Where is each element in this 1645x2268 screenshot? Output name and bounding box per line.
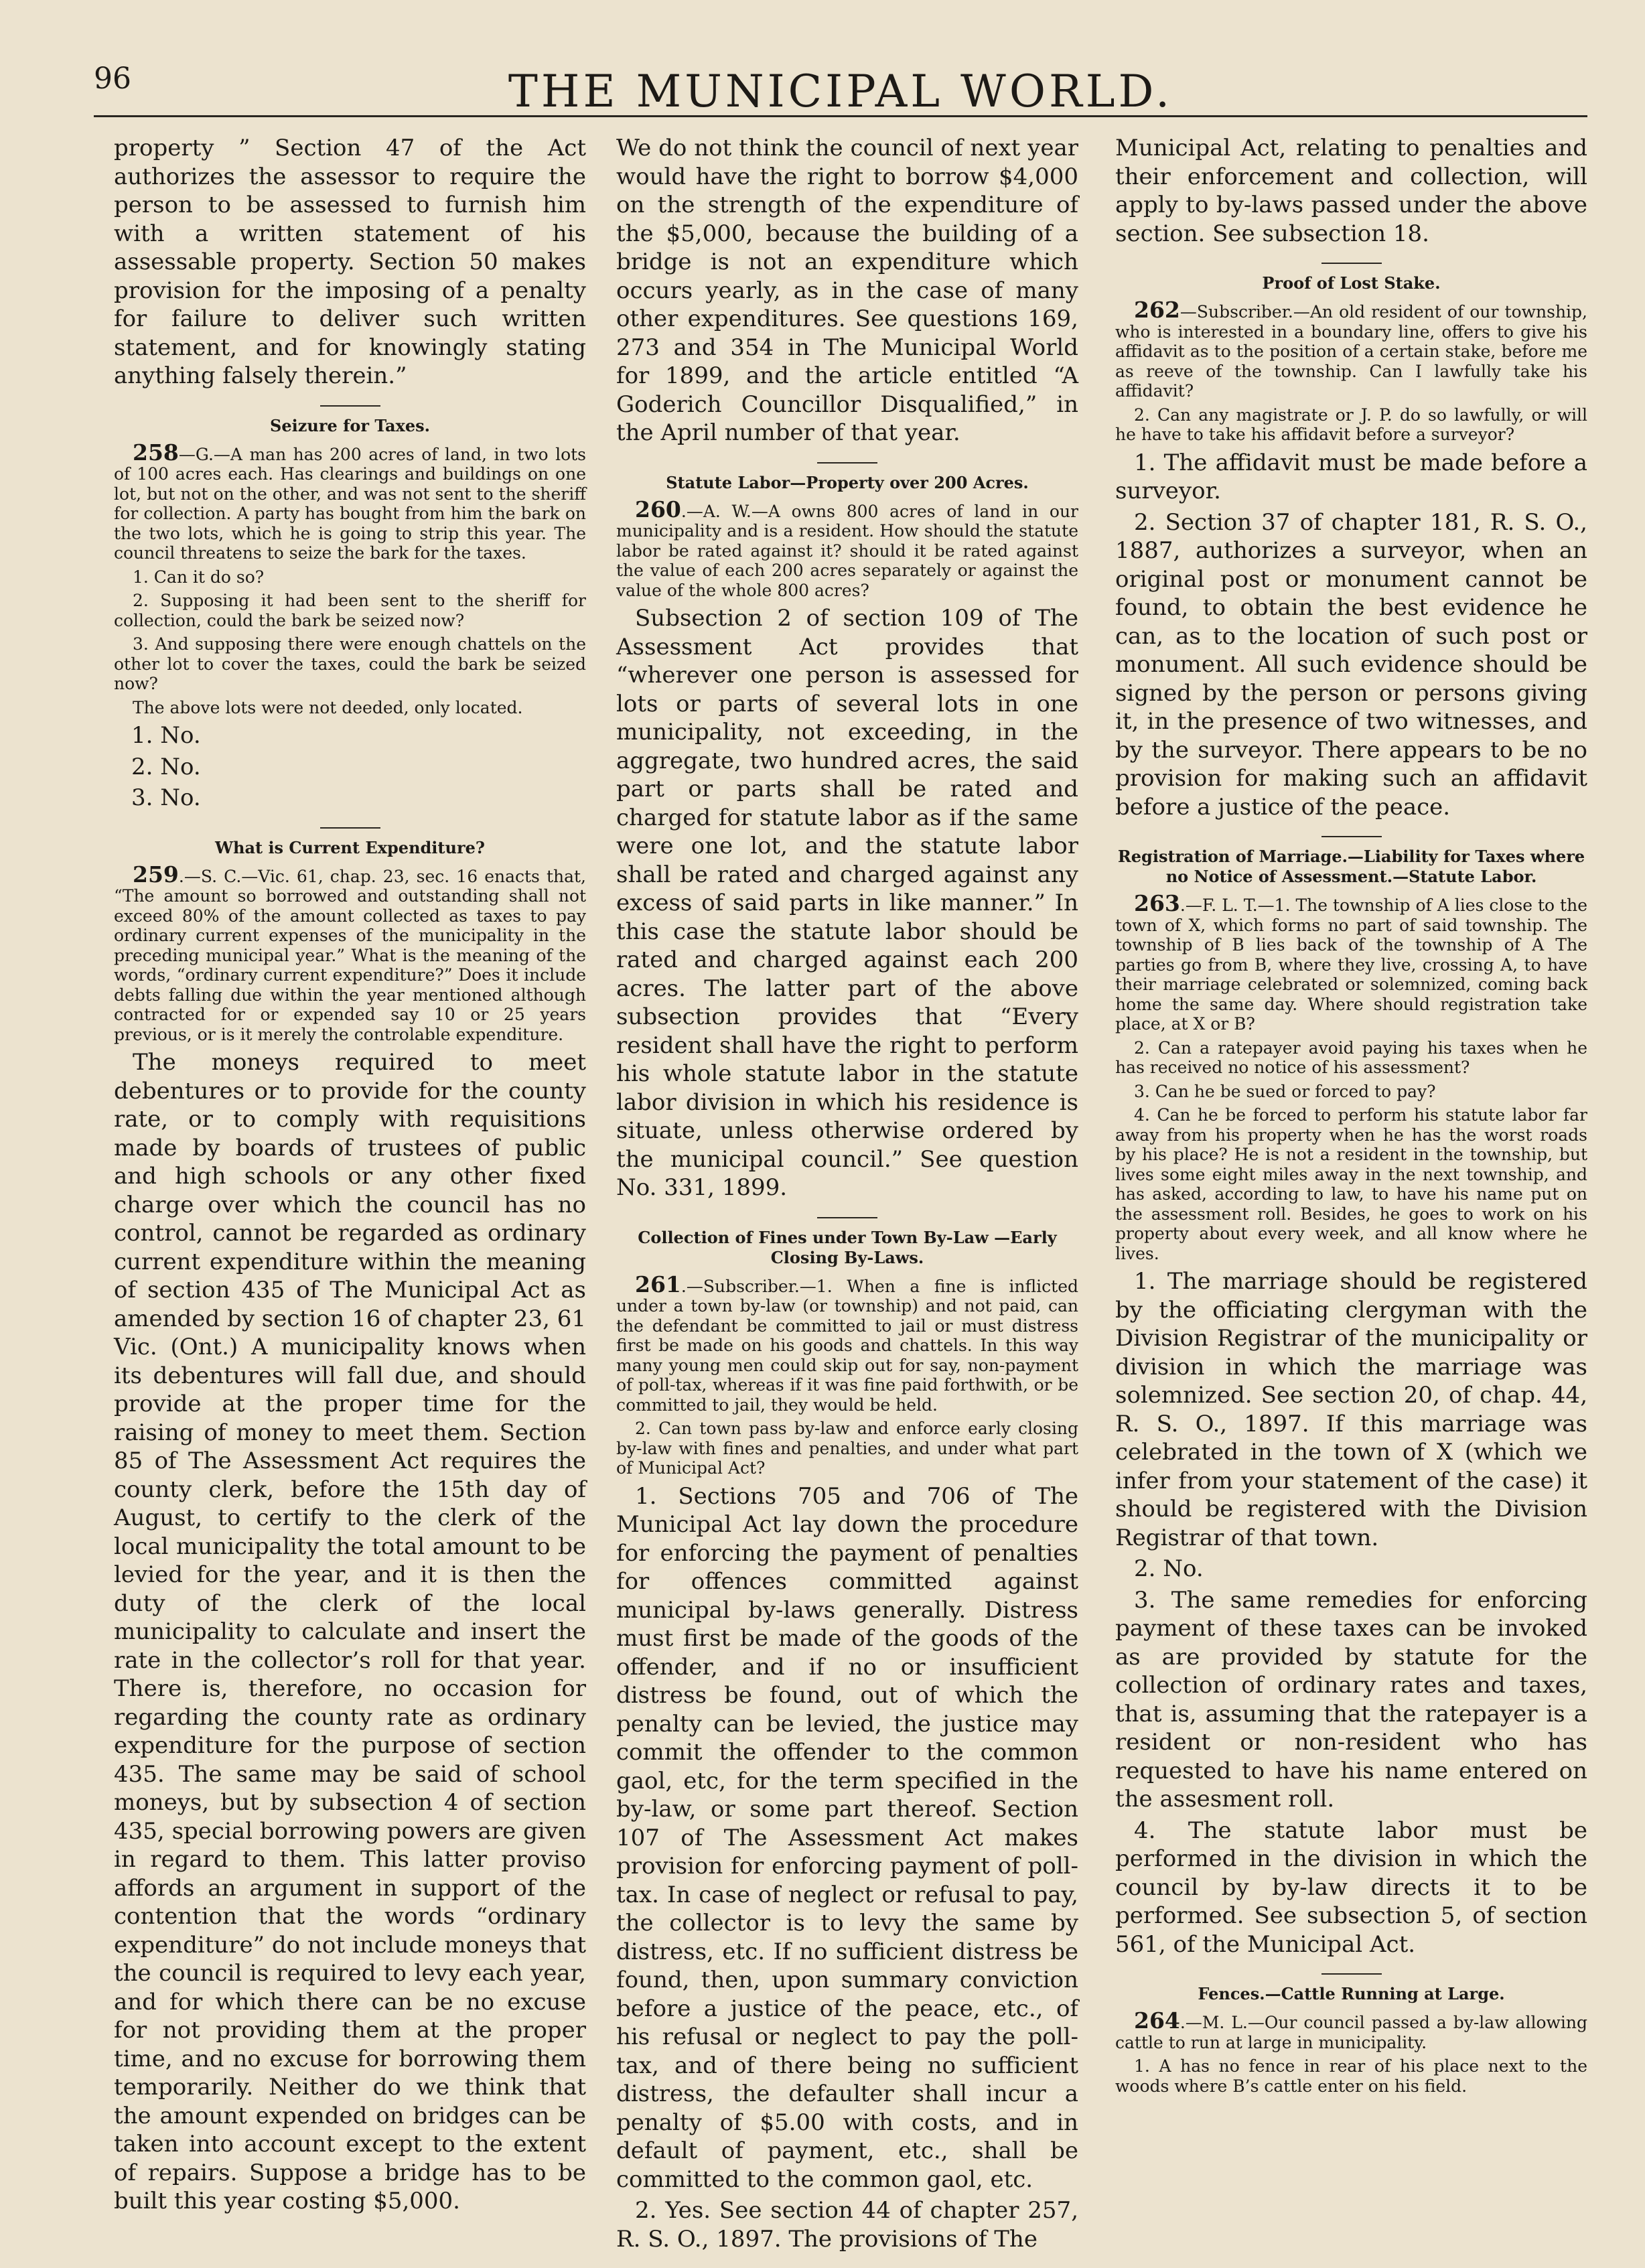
answer: 2. Section 37 of chapter 181, R. S. O., 1887, authorizes a surveyor, when an original post or monument cannot be found, to obtain the best evidence he can, as to the location of such post or monument. All such evidence should be signed by the person or persons giving it, in the presence of two witnesses, and by the surveyor. There appears to be no provision for making such an affidavit before a justice of the peace. <box>1115 508 1587 821</box>
section-heading: What is Current Expenditure? <box>215 837 485 857</box>
column-3 <box>1115 134 1587 2217</box>
answer: 1. No. <box>131 722 201 749</box>
question-part: 2. Supposing it had been sent to the sheriff for collection, could the bark be seized now? <box>114 591 586 630</box>
column-2 <box>616 134 1078 2253</box>
publication-title: THE MUNICIPAL WORLD. <box>508 66 1173 117</box>
question-number: 260 <box>635 496 681 522</box>
question-number: 264 <box>1134 2007 1180 2034</box>
question-260 <box>616 496 1078 601</box>
question-262 <box>1115 297 1587 401</box>
answer: 4. The statute labor must be performed in the division in which the council by by-law directs it to be performed. See subsection 5, of section 561, of the Municipal Act. <box>1115 1817 1587 1958</box>
question-part: 3. And supposing there were enough chattels on the other lot to cover the taxes, could the bark be seized now? <box>114 634 586 693</box>
answer: 2. No. <box>1134 1555 1204 1582</box>
continued-answer: We do not think the council of next year would have the right to borrow $4,000 on the strength of the expenditure of the $5,000, because the building of a bridge is not an expenditure which occurs yearly, as in the case of many other expenditures. See questions 169, 273 and 354 in The Municipal World for 1899, and the article entitled “A Goderich Councillor Disqualified,” in the April number of that year. <box>616 135 1078 446</box>
question-number: 261 <box>635 1271 681 1297</box>
section-heading: Proof of Lost Stake. <box>1262 273 1441 293</box>
answer: 3. No. <box>131 784 201 811</box>
answer: 2. Yes. See section 44 of chapter 257, R. S. O., 1897. The provisions of The <box>616 2197 1078 2253</box>
question-text: —G.—A man has 200 acres of land, in two lots of 100 acres each. Has clearings and buildings on one lot, but not on the other, and was not sent to the sheriff for collection. A party has bought from him the bark on the two lots, which he is going to strip this year. The council threatens to seize the bark for the taxes. <box>114 444 586 563</box>
question-text: .—M. L.—Our council passed a by-law allowing cattle to run at large in municipality. <box>1115 2013 1587 2052</box>
divider <box>817 1217 877 1218</box>
question-number: 258 <box>133 439 179 466</box>
divider <box>1321 836 1382 837</box>
answer: The moneys required to meet debentures or to provide for the county rate, or to comply with requisitions made by boards of trustees of public and high schools or any other fixed charge over which the council has no control, cannot be regarded as ordinary current expenditure within the meaning of section 435 of The Municipal Act as amended by section 16 of chapter 23, 61 Vic. (Ont.) A municipality knows when its debentures will fall due, and should provide at the proper time for the raising of money to meet them. Section 85 of The Assessment Act requires the county clerk, before the 15th day of August, to certify to the clerk of the local municipality the total amount to be levied for the year, and it is then the duty of the clerk of the local municipality to calculate and insert the rate in the collector’s roll for that year. There is, therefore, no occasion for regarding the county rate as ordinary expenditure for the purpose of section 435. The same may be said of school moneys, but by subsection 4 of section 435, special borrowing powers are given in regard to them. This latter proviso affords an argument in support of the contention that the words “ordinary expenditure” do not include moneys that the council is required to levy each year, and for which there can be no excuse for not providing them at the proper time, and no excuse for borrowing them temporarily. Neither do we think that the amount expended on bridges can be taken into account except to the extent of repairs. Suppose a bridge has to be built this year costing $5,000. <box>114 1049 586 2214</box>
section-heading: Statute Labor—Property over 200 Acres. <box>666 472 1029 492</box>
answer: 1. The affidavit must be made before a surveyor. <box>1115 449 1587 504</box>
question-number: 262 <box>1134 297 1180 323</box>
question-text: .—S. C.—Vic. 61, chap. 23, sec. 16 enacts that, “The amount so borrowed and outstanding shall not exceed 80% of the amount collected as taxes to pay ordinary current expenses of the municipality in the preceding municipal year.” What is the meaning of the words, “ordinary current expenditure?” Does it include debts falling due within the year mentioned although contracted for or expended say 10 or 25 years previous, or is it merely the controlable expenditure. <box>114 866 586 1044</box>
question-part: 4. Can he be forced to perform his statute labor far away from his property when he has the worst roads by his place? He is not a resident in the township, but lives some eight miles away in the next township, and has asked, according to law, to have his name put on the assessment roll. Besides, he goes to work on his property about every week, and all know where he lives. <box>1115 1105 1587 1263</box>
answer: 1. The marriage should be registered by the officiating clergyman with the Division Registrar of the municipality or division in which the marriage was solemnized. See section 20, of chap. 44, R. S. O., 1897. If this marriage was celebrated in the town of X (which we infer from your statement of the case) it should be registered with the Division Registrar of that town. <box>1115 1268 1587 1551</box>
continued-answer: property ” Section 47 of the Act authorizes the assessor to require the person to be assessed to furnish him with a written statement of his assessable property. Section 50 makes provision for the imposing of a penalty for failure to deliver such written statement, and for knowingly stating anything falsely therein.” <box>114 135 586 389</box>
divider <box>320 405 380 407</box>
section-heading: Fences.—Cattle Running at Large. <box>1198 1984 1505 2003</box>
section-heading: Seizure for Taxes. <box>270 415 430 435</box>
page-number: 96 <box>94 62 131 96</box>
question-part: 2. Can a ratepayer avoid paying his taxes when he has received no notice of his assessment? <box>1115 1038 1587 1077</box>
answer: 2. No. <box>131 753 201 780</box>
question-text: .—A. W.—A owns 800 acres of land in our municipality and is a resident. How should the statute labor be rated against it? should it be rated against the value of each 200 acres separately or against the value of the whole 800 acres? <box>616 501 1078 600</box>
question-263 <box>1115 890 1587 1034</box>
question-part: 1. A has no fence in rear of his place next to the woods where B’s cattle enter on his field. <box>1115 2056 1587 2096</box>
question-number: 259 <box>133 861 179 888</box>
divider <box>817 462 877 464</box>
question-text: —Subscriber.—An old resident of our township, who is interested in a boundary line, offers to give his affidavit as to the position of a certain stake, before me as reeve of the township. Can I lawfully take his affidavit? <box>1115 302 1587 401</box>
continued-answer: Municipal Act, relating to penalties and their enforcement and collection, will apply to by-laws passed under the above section. See subsection 18. <box>1115 135 1587 247</box>
question-part: 2. Can town pass by-law and enforce early closing by-law with fines and penalties, and under what part of Municipal Act? <box>616 1419 1078 1478</box>
question-text: .—F. L. T.—1. The township of A lies close to the town of X, which forms no part of said township. The township of B lies back of the township of A The parties go from B, where they live, crossing A, to have their marriage celebrated or solemnized, coming back home the same day. Where should registration take place, at X or B? <box>1115 896 1587 1034</box>
question-part: 3. Can he be sued or forced to pay? <box>1134 1081 1436 1101</box>
question-264 <box>1115 2007 1587 2052</box>
question-part: 2. Can any magistrate or J. P. do so lawfully, or will he have to take his affidavit before a surveyor? <box>1115 405 1587 444</box>
question-258 <box>114 439 586 563</box>
divider <box>1321 263 1382 264</box>
question-261 <box>616 1271 1078 1415</box>
answer: 1. Sections 705 and 706 of The Municipal Act lay down the procedure for enforcing the payment of penalties for offences committed against municipal by-laws generally. Distress must first be made of the goods of the offender, and if no or insufficient distress be found, out of which the penalty can be levied, the justice may commit the offender to the common gaol, etc, for the term specified in the by-law, or some part thereof. Section 107 of The Assessment Act makes provision for enforcing payment of poll-tax. In case of neglect or refusal to pay, the collector is to levy the same by distress, etc. If no sufficient distress be found, then, upon summary conviction before a justice of the peace, etc., of his refusal or neglect to pay the poll-tax, and of there being no sufficient distress, the defaulter shall incur a penalty of $5.00 with costs, and in default of payment, etc., shall be committed to the common gaol, etc. <box>616 1482 1078 2193</box>
answer: Subsection 2 of section 109 of The Assessment Act provides that “wherever one person is assessed for lots or parts of several lots in one municipality, not exceeding, in the aggregate, two hundred acres, the said part or parts shall be rated and charged for statute labor as if the same were one lot, and the statute labor shall be rated and charged against any excess of said parts in like manner.” In this case the statute labor should be rated and charged against each 200 acres. The latter part of the above subsection provides that “Every resident shall have the right to perform his whole statute labor in the statute labor division in which his residence is situate, unless otherwise ordered by the municipal council.” See question No. 331, 1899. <box>616 605 1078 1201</box>
answer: 3. The same remedies for enforcing payment of these taxes can be invoked as are provided by statute for the collection of ordinary rates and taxes, that is, assuming that the ratepayer is a resident or non-resident who has requested to have his name entered on the assesment roll. <box>1115 1586 1587 1813</box>
section-heading: Registration of Marriage.—Liability for Taxes where no Notice of Assessment.—Statute Labor. <box>1117 847 1585 886</box>
question-259 <box>114 861 586 1045</box>
divider <box>320 827 380 829</box>
question-number: 263 <box>1134 890 1180 916</box>
section-heading: Collection of Fines under Town By-Law —Early Closing By-Laws. <box>638 1227 1057 1267</box>
column-1 <box>114 134 586 2217</box>
question-part: 1. Can it do so? <box>133 567 265 587</box>
question-note: The above lots were not deeded, only located. <box>133 697 523 717</box>
question-text: .—Subscriber.—1. When a fine is inflicted under a town by-law (or township) and not paid, can the defendant be committed to jail or must distress first be made on his goods and chattels. In this way many young men could skip out for say, non-payment of poll-tax, whereas if it was fine paid forthwith, or be committed to jail, they would be held. <box>616 1276 1078 1415</box>
page-header <box>94 62 1587 117</box>
divider <box>1321 1973 1382 1975</box>
